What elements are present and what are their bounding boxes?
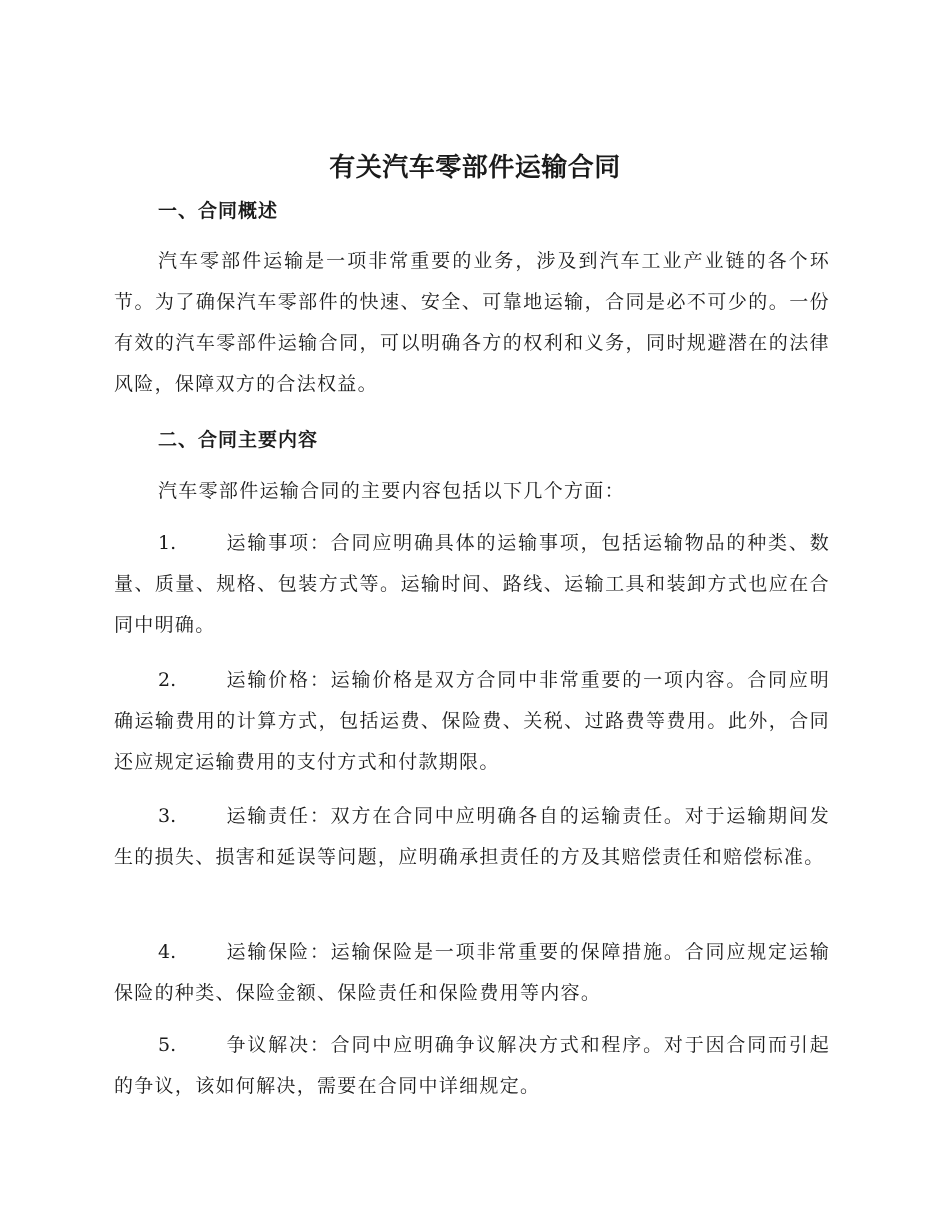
list-item-text: 运输责任：双方在合同中应明确各自的运输责任。对于运输期间发生的损失、损害和延误等问题，应明确承担责任的方及其赔偿责任和赔偿标准。 — [114, 805, 830, 868]
section-heading-main-content: 二、合同主要内容 — [158, 429, 319, 451]
list-item-number: 5. — [158, 1034, 177, 1056]
section-heading-overview: 一、合同概述 — [158, 200, 279, 222]
list-item-dispute-resolution — [114, 1025, 830, 1107]
list-item-text: 争议解决：合同中应明确争议解决方式和程序。对于因合同而引起的争议，该如何解决，需要在合同中详细规定。 — [114, 1034, 830, 1097]
list-item-text: 运输价格：运输价格是双方合同中非常重要的一项内容。合同应明确运输费用的计算方式，包括运费、保险费、关税、过路费等费用。此外，合同还应规定运输费用的支付方式和付款期限。 — [114, 669, 830, 773]
paragraph-overview: 汽车零部件运输是一项非常重要的业务，涉及到汽车工业产业链的各个环节。为了确保汽车零部件的快速、安全、可靠地运输，合同是必不可少的。一份有效的汽车零部件运输合同，可以明确各方的权利和义务，同时规避潜在的法律风险，保障双方的合法权益。 — [114, 250, 830, 395]
list-item-number: 4. — [158, 941, 177, 963]
document-title: 有关汽车零部件运输合同 — [329, 153, 621, 183]
list-item-number: 1. — [158, 532, 177, 554]
paragraph-main-content-intro: 汽车零部件运输合同的主要内容包括以下几个方面： — [158, 480, 625, 502]
list-item-transport-matters — [114, 523, 830, 646]
list-item-transport-insurance — [114, 932, 830, 1014]
list-item-text: 运输保险：运输保险是一项非常重要的保障措施。合同应规定运输保险的种类、保险金额、保险责任和保险费用等内容。 — [114, 941, 830, 1004]
list-item-transport-price — [114, 660, 830, 783]
list-item-transport-liability — [114, 796, 830, 878]
list-item-number: 2. — [158, 669, 177, 691]
list-item-text: 运输事项：合同应明确具体的运输事项，包括运输物品的种类、数量、质量、规格、包装方式等。运输时间、路线、运输工具和装卸方式也应在合同中明确。 — [114, 532, 830, 636]
list-item-number: 3. — [158, 805, 177, 827]
